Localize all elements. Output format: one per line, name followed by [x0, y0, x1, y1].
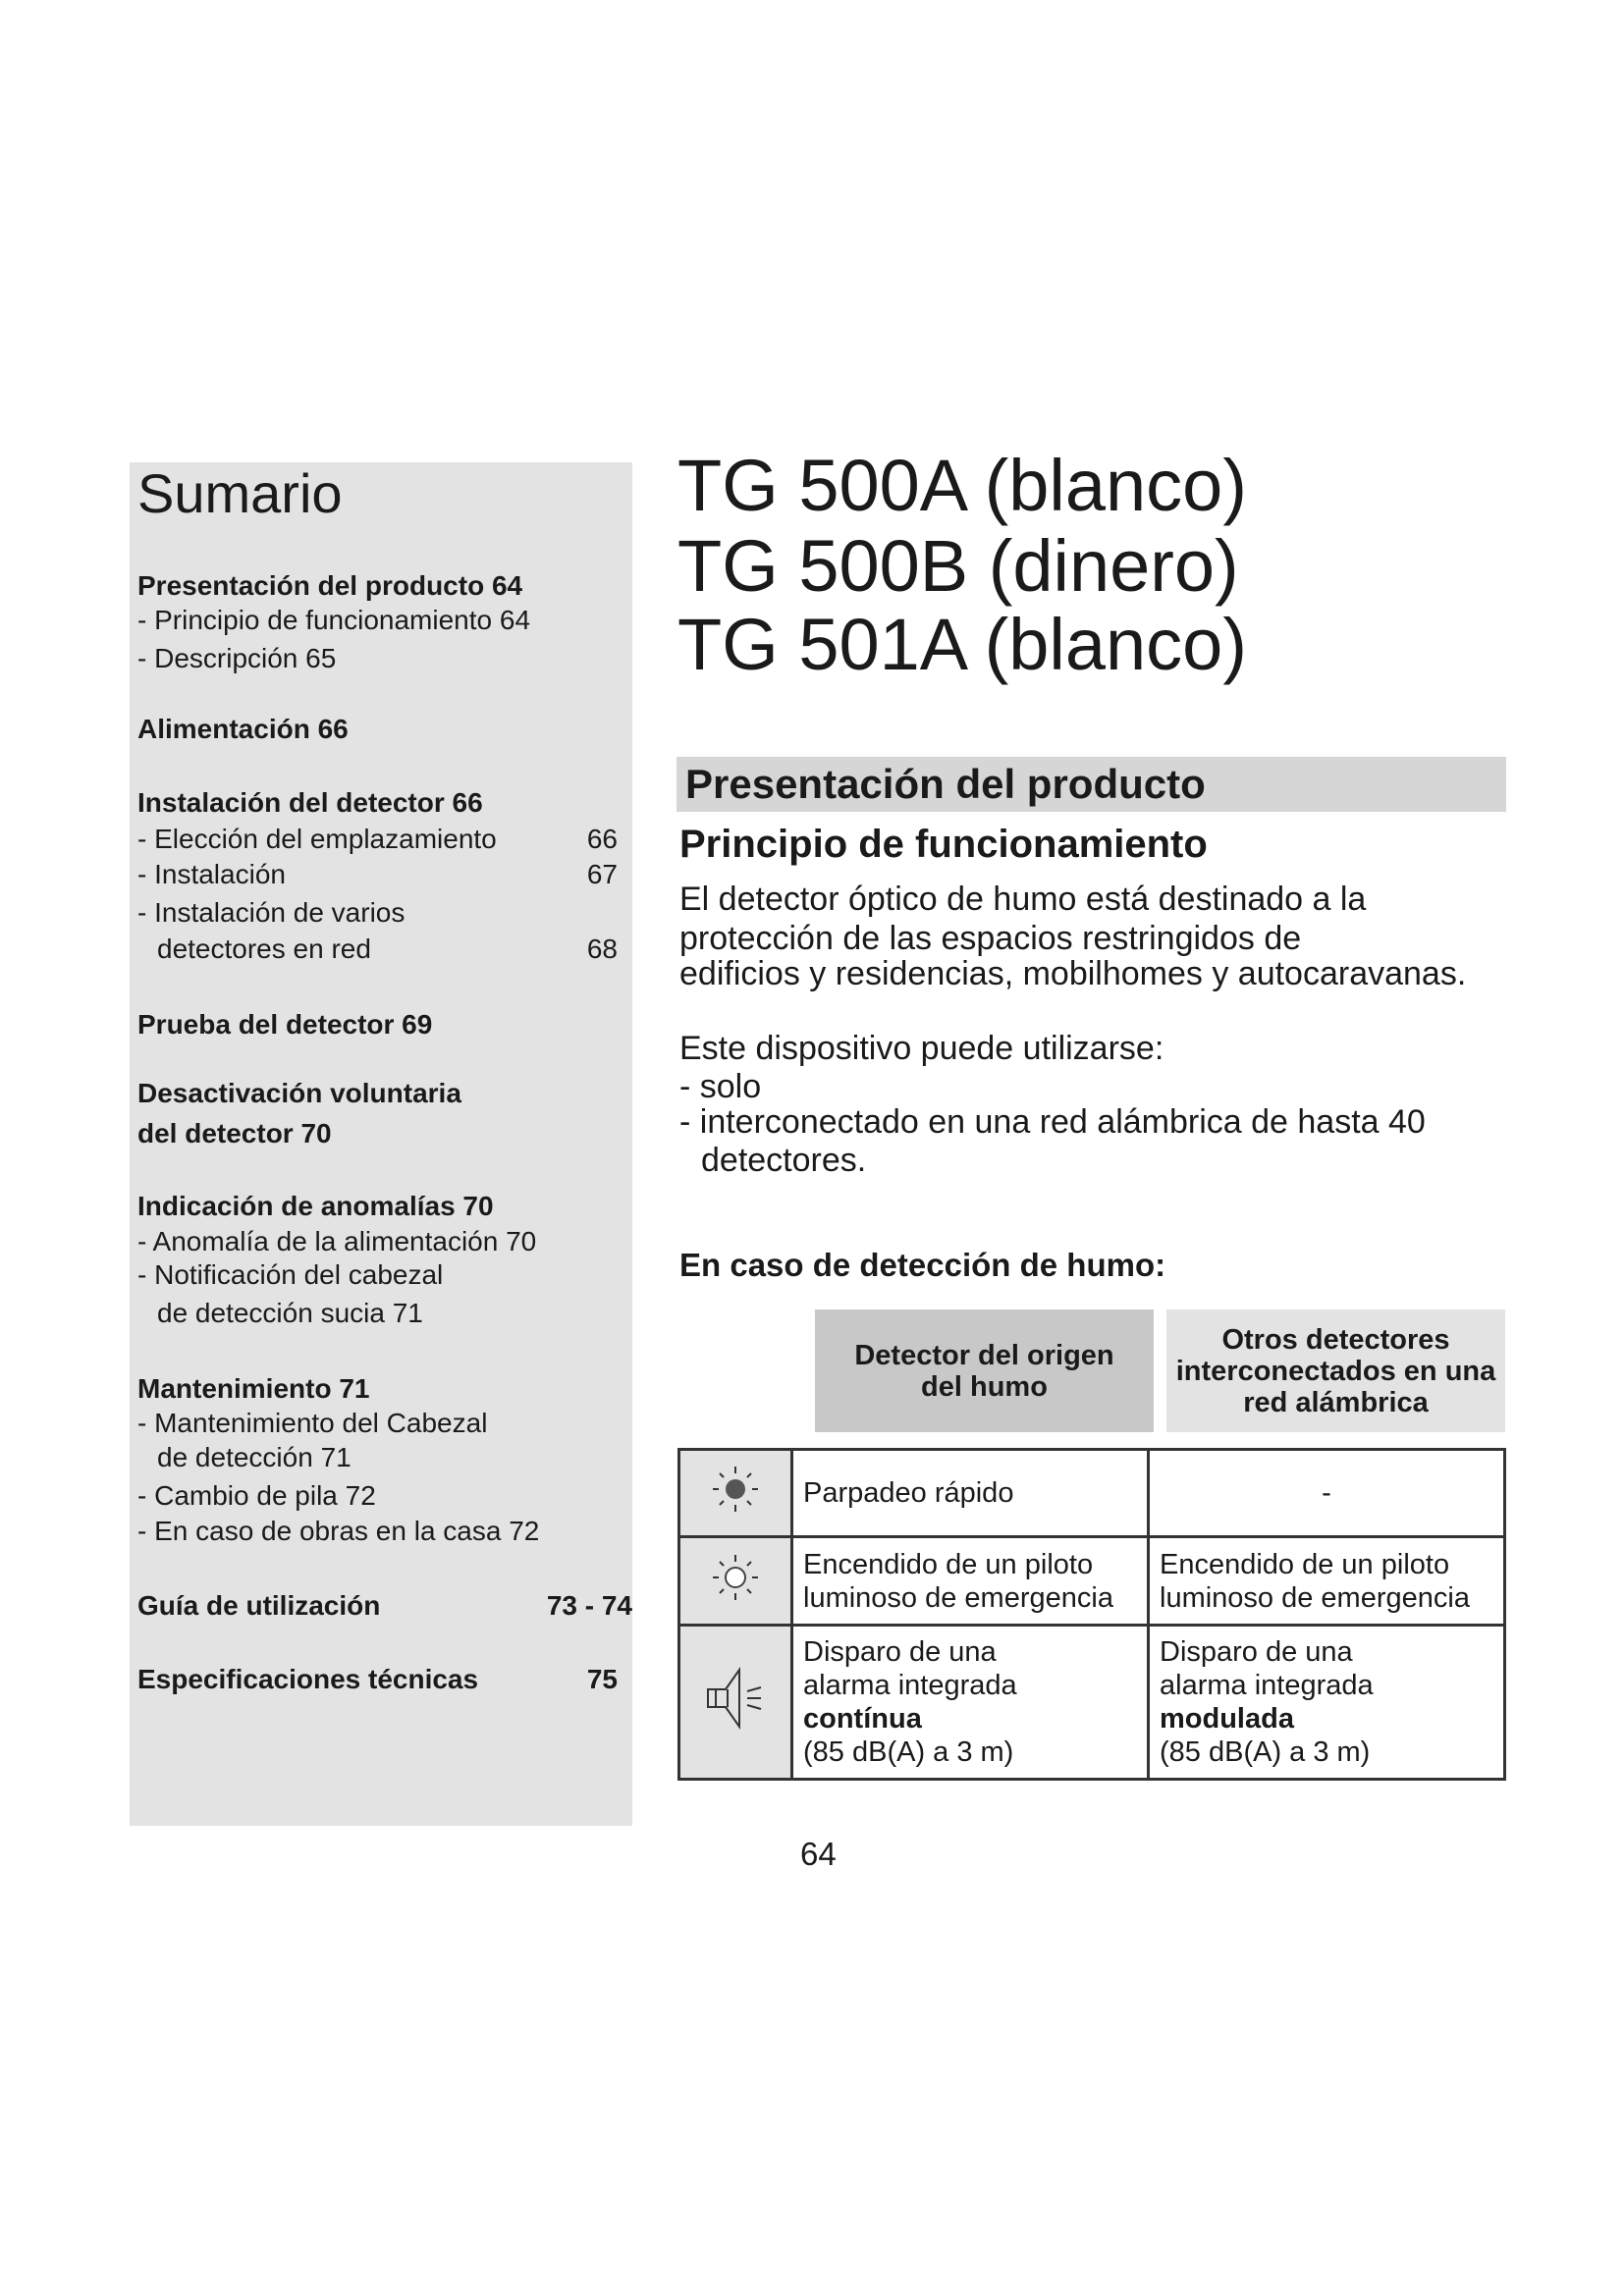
cell-other: Encendido de un piloto luminoso de emergencia: [1149, 1537, 1505, 1626]
toc-page-number: 73 - 74: [546, 1590, 632, 1621]
page-number: 64: [800, 1836, 837, 1872]
cell-origin: Disparo de una alarma integrada contínua (85 dB(A) a 3 m): [792, 1626, 1149, 1780]
toc-entry: del detector 70: [137, 1118, 332, 1148]
toc-entry: - Anomalía de la alimentación 70: [137, 1226, 537, 1256]
toc-entry: Presentación del producto 64: [137, 570, 523, 601]
toc-entry: de detección 71: [157, 1442, 352, 1472]
header-other-detectors: Otros detectores interconectados en una red alámbrica: [1166, 1309, 1505, 1432]
para2-line: Este dispositivo puede utilizarse:: [679, 1030, 1164, 1067]
table-row: [679, 1537, 1505, 1626]
table-row: [679, 1626, 1505, 1780]
toc-entry: - Mantenimiento del Cabezal: [137, 1408, 488, 1438]
toc-entry: - Elección del emplazamiento: [137, 824, 497, 854]
behaviour-table: [677, 1448, 1506, 1781]
subsection-title: Principio de funcionamiento: [679, 823, 1208, 866]
light-on-icon: [679, 1537, 792, 1626]
toc-entry: Especificaciones técnicas: [137, 1664, 479, 1694]
model-title-3: TG 501A (blanco): [677, 604, 1247, 685]
toc-entry: Mantenimiento 71: [137, 1373, 370, 1404]
toc-entry: - Cambio de pila 72: [137, 1480, 376, 1511]
toc-page-number: 67: [586, 859, 618, 889]
toc-entry: Prueba del detector 69: [137, 1009, 433, 1040]
cell-origin: Parpadeo rápido: [792, 1450, 1149, 1537]
toc-entry: - Instalación: [137, 859, 286, 889]
toc-page-number: 68: [586, 934, 618, 964]
header-origin-detector: Detector del origen del humo: [815, 1309, 1154, 1432]
cell-other: -: [1149, 1450, 1505, 1537]
toc-entry: Alimentación 66: [137, 714, 349, 744]
cell-origin: Encendido de un piloto luminoso de emergencia: [792, 1537, 1149, 1626]
toc-entry: - Principio de funcionamiento 64: [137, 605, 531, 635]
toc-title: Sumario: [137, 462, 343, 524]
flashing-light-icon: [679, 1450, 792, 1537]
toc-entry: Desactivación voluntaria: [137, 1078, 461, 1108]
model-title-2: TG 500B (dinero): [677, 525, 1239, 607]
para2-line: - interconectado en una red alámbrica de hasta 40: [679, 1103, 1426, 1141]
toc-entry: - En caso de obras en la casa 72: [137, 1516, 540, 1546]
para1-line: protección de las espacios restringidos de: [679, 920, 1302, 957]
toc-entry: - Descripción 65: [137, 643, 337, 673]
toc-entry: de detección sucia 71: [157, 1298, 423, 1328]
smoke-heading: En caso de detección de humo:: [679, 1247, 1166, 1283]
model-title-1: TG 500A (blanco): [677, 445, 1247, 526]
section-title: Presentación del producto: [685, 761, 1206, 807]
toc-page-number: 66: [586, 824, 618, 854]
table-row: [679, 1450, 1505, 1537]
toc-entry: - Notificación del cabezal: [137, 1259, 444, 1290]
siren-icon: [679, 1626, 792, 1780]
toc-entry: Indicación de anomalías 70: [137, 1191, 494, 1221]
toc-entry: - Instalación de varios: [137, 897, 406, 928]
toc-entry: detectores en red: [157, 934, 371, 964]
para2-line: - solo: [679, 1068, 762, 1105]
para1-line: edificios y residencias, mobilhomes y autocaravanas.: [679, 955, 1467, 992]
cell-other: Disparo de una alarma integrada modulada (85 dB(A) a 3 m): [1149, 1626, 1505, 1780]
toc-entry: Guía de utilización: [137, 1590, 381, 1621]
toc-page-number: 75: [586, 1664, 618, 1694]
para1-line: El detector óptico de humo está destinado a la: [679, 881, 1367, 918]
para2-line: detectores.: [701, 1142, 867, 1179]
toc-entry: Instalación del detector 66: [137, 787, 483, 818]
